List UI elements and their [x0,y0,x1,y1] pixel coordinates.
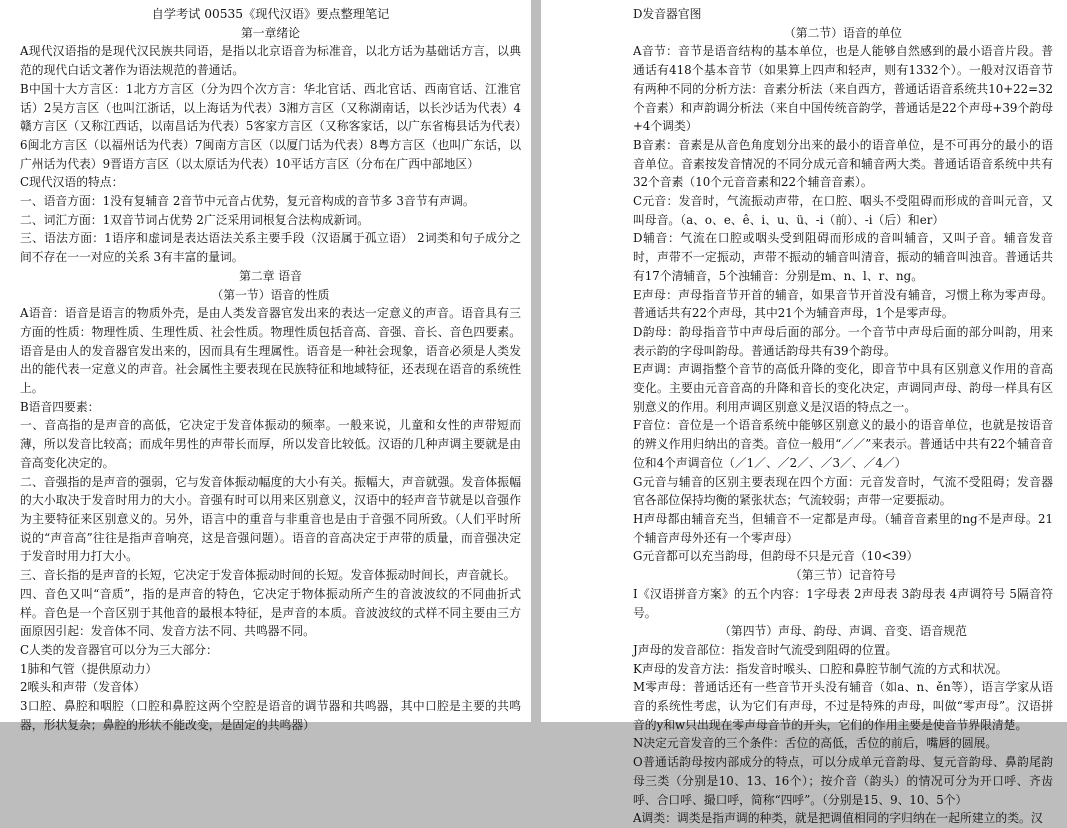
section-3-title: （第三节）记音符号 [789,568,897,583]
paragraph: G元音与辅音的区别主要表现在四个方面：元音发音时，气流不受阻碍；发音器官各部位保持均衡的紧张状态；气流较弱；声带一定要振动。 [633,474,1053,508]
paragraph: A语音：语音是语言的物质外壳，是由人类发音器官发出来的表达一定意义的声音。语音具有三方面的性质：物理性质、生理性质、社会性质。物理性质包括音高、音强、音长、音色四要素。语音是由人的发音器官发出来的，因而具有生理属性。语音是一种社会现象，语音必须是人类发出的能代表一定意义的声音。社会属性主要表现在民族特征和地域特征，还表现在语音的系统性上。 [20,306,521,396]
paragraph: K声母的发音方法：指发音时喉头、口腔和鼻腔节制气流的方式和状况。 [633,661,1008,676]
section-1-title: （第一节）语音的性质 [211,287,330,302]
paragraph: C人类的发音器官可以分为三大部分： [20,642,218,657]
paragraph: F音位：音位是一个语音系统中能够区别意义的最小的语音单位，也就是按语音的辨义作用归纳出的音类。音位一般用“／／”来表示。普通话中共有22个辅音音位和4个声调音位（／1／、／2／、／3／、／4／） [633,418,1053,470]
paragraph: B语音四要素： [20,399,100,414]
paragraph: B中国十大方言区：1北方方言区（分为四个次方言：华北官话、西北官话、西南官话、江淮官话）2吴方言区（也叫江浙话，以上海话为代表）3湘方言区（又称湖南话，以长沙话为代表）4赣方言区（又称江西话，以南昌话为代表）5客家方言区（又称客家话，以广东省梅县话为代表）6闽北方言区（以福州话为代表）7闽南方言区（以厦门话为代表）8粤方言区（也叫广东话，以广州话为代表）9晋语方言区（以太原话为代表）10平话方言区（分布在广西中部地区） [20,81,521,171]
paragraph: 二、音强指的是声音的强弱，它与发音体振动幅度的大小有关。振幅大，声音就强。发音体振幅的大小取决于发音时用力的大小。音强有时可以用来区别意义，汉语中的轻声音节就是以音强作为主要特征来区别意义的。另外，语言中的重音与非重音也是由于音强不同所致。（人们平时所说的“声音高”往往是指声音响亮，这是音强问题）。语音的音高决定于声带的质量，而音强决定于发音时用力打大小。 [20,474,521,564]
section-2-title: （第二节）语音的单位 [784,25,902,40]
paragraph: 三、音长指的是声音的长短，它决定于发音体振动时间的长短。发音体振动时间长，声音就长。 [20,568,516,583]
paragraph: I《汉语拼音方案》的五个内容：1字母表 2声母表 3韵母表 4声调符号 5隔音符号。 [633,586,1053,620]
paragraph: D辅音：气流在口腔或咽头受到阻碍而形成的音叫辅音，又叫子音。辅音发音时，声带不一定振动，声带不振动的辅音叫清音，振动的辅音叫浊音。普通话共有17个清辅音，5个浊辅音：分别是m、n、l、r、ng。 [633,231,1053,283]
paragraph: E声调：声调指整个音节的高低升降的变化，即音节中具有区别意义作用的音高变化。主要由元音音高的升降和音长的变化决定，声调同声母、韵母一样具有区别意义的作用。利用声调区别意义是汉语的特点之一。 [633,362,1053,414]
paragraph: 1肺和气管（提供原动力） [20,661,158,676]
paragraph: A音节：音节是语音结构的基本单位，也是人能够自然感到的最小语音片段。普通话有418个基本音节（如果算上四声和轻声，则有1332个）。一般对汉语音节有两种不同的分析方法：音素分析法（来自西方，普通话语音系统共10+22=32个音素）和声韵调分析法（来自中国传统音韵学，普通话是22个声母+39个韵母+4个调类） [633,44,1053,134]
paragraph: O普通话韵母按内部成分的特点，可以分成单元音韵母、复元音韵母、鼻韵尾韵母三类（分别是10、13、16个）；按介音（韵头）的情况可分为开口呼、齐齿呼、合口呼、撮口呼，简称“四呼”。（分别是15、9、10、5个） [633,755,1053,807]
document-title: 自学考试 00535《现代汉语》要点整理笔记 [151,7,390,21]
section-4-title: （第四节）声母、韵母、声调、音变、语音规范 [719,624,967,639]
paragraph: G元音都可以充当韵母，但韵母不只是元音（10<39） [633,549,919,564]
paragraph: 三、语法方面：1语序和虚词是表达语法关系主要手段（汉语属于孤立语） 2词类和句子成分之间不存在一一对应的关系 3有丰富的量词。 [20,231,521,265]
paragraph: B音素：音素是从音色角度划分出来的最小的语音单位，是不可再分的最小的语音单位。音素按发音情况的不同分成元音和辅音两大类。普通话语音系统中共有32个音素（10个元音音素和22个辅音音素）。 [633,137,1053,190]
paragraph: A调类：调类是指声调的种类，就是把调值相同的字归纳在一起所建立的类。汉 [633,811,1043,826]
paragraph: N决定元音发音的三个条件：舌位的高低，舌位的前后，嘴唇的圆展。 [633,736,998,751]
paragraph: 一、语音方面：1没有复辅音 2音节中元音占优势，复元音构成的音节多 3音节有声调。 [20,194,475,209]
chapter-2-title: 第二章 语音 [239,268,302,283]
paragraph: H声母都由辅音充当，但辅音不一定都是声母。（辅音音素里的ng不是声母。21个辅音声母外还有一个零声母） [633,511,1053,545]
paragraph: 3口腔、鼻腔和咽腔（口腔和鼻腔这两个空腔是语音的调节器和共鸣器，其中口腔是主要的共鸣器，形状复杂；鼻腔的形状不能改变，是固定的共鸣器） [20,699,521,732]
paragraph: D发音器官图 [633,7,702,21]
paragraph: A现代汉语指的是现代汉民族共同语，是指以北京语音为标准音，以北方话为基础话方言，以典范的现代白话文著作为语法规范的普通话。 [20,44,521,78]
paragraph: D韵母：韵母指音节中声母后面的部分。一个音节中声母后面的部分叫韵，用来表示韵的字母叫韵母。普通话韵母共有39个韵母。 [633,324,1053,358]
chapter-1-title: 第一章绪论 [241,25,300,40]
paragraph: 2喉头和声带（发音体） [20,680,146,695]
paragraph: M零声母：普通话还有一些音节开头没有辅音（如a、n、ěn等），语言学家从语音的系统性考虑，认为它们有声母，不过是特殊的声母，叫做“零声母”。汉语拼音的y和w只出现在零声母音节的开头，它们的作用主要是使音节界限清楚。 [633,680,1053,732]
right-page [541,0,1067,826]
paragraph: 一、音高指的是声音的高低，它决定于发音体振动的频率。一般来说，儿童和女性的声带短而薄，所以发音比较高；而成年男性的声带长而厚，所以发音比较低。汉语的几种声调主要就是由音高变化决定的。 [20,418,521,470]
paragraph: 四、音色又叫“音质”，指的是声音的特色，它决定于物体振动所产生的音波波纹的不同曲折式样。音色是一个音区别于其他音的最根本特征，是声音的本质。音波波纹的式样不同主要由三方面原因引起：发音体不同、发音方法不同、共鸣器不同。 [20,586,521,639]
paragraph: C现代汉语的特点： [20,175,124,190]
paragraph: E声母：声母指音节开首的辅音，如果音节开首没有辅音，习惯上称为零声母。普通话共有22个声母，其中21个为辅音声母，1个是零声母。 [633,287,1053,321]
paragraph: 二、词汇方面：1双音节词占优势 2广泛采用词根复合法构成新词。 [20,212,370,227]
left-page [0,0,531,732]
paragraph: C元音：发音时，气流振动声带，在口腔、咽头不受阻碍而形成的音叫元音，又叫母音。（a、o、e、ê、i、u、ü、-i（前）、-i（后）和er） [633,194,1053,227]
paragraph: J声母的发音部位：指发音时气流受到阻碍的位置。 [633,642,898,657]
